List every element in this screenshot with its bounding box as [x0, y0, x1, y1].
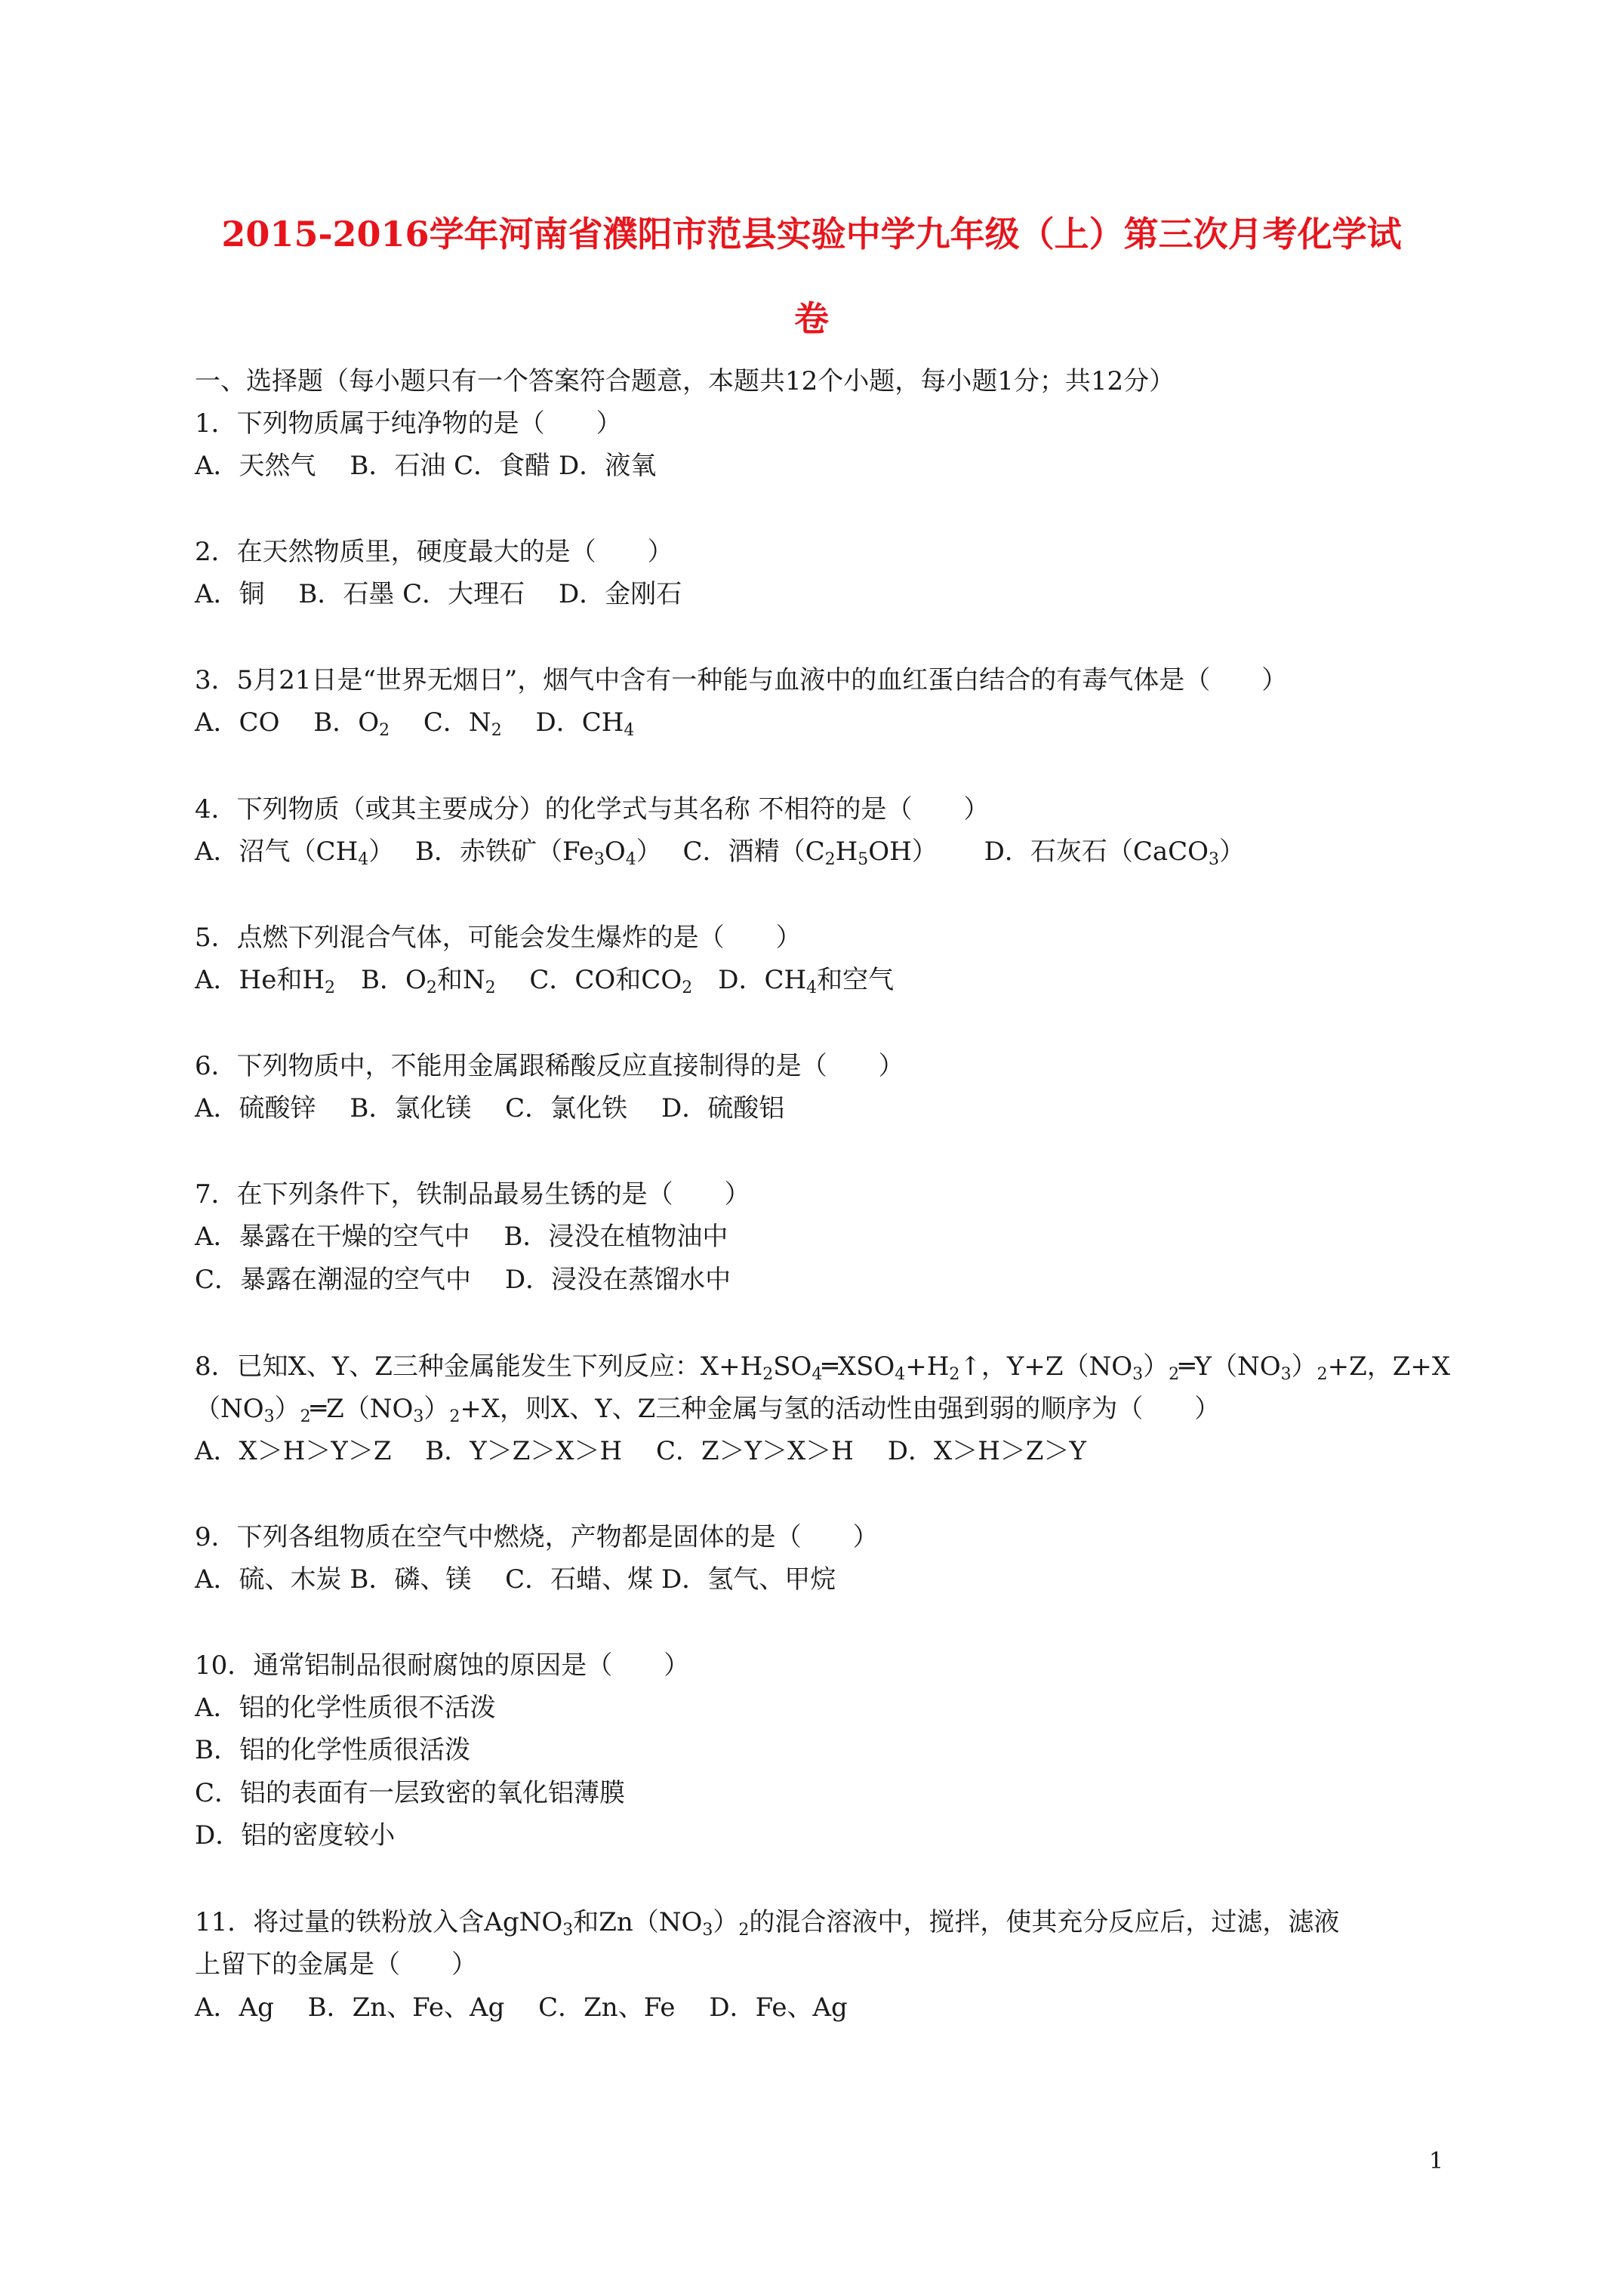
q2-options: A．铜 B．石墨 C．大理石 D．金刚石: [195, 579, 682, 609]
q11-stem-line-1: 11．将过量的铁粉放入含AgNO$_3$和$Zn(NO_3)_2$的混合溶液中，搅拌，使其充分反应后，过滤，滤液: [195, 1907, 1340, 1940]
q4-stem: 4．下列物质（或其主要成分）的化学式与其名称 不相符的是（ ）: [195, 794, 990, 824]
q10-stem: 10．通常铝制品很耐腐蚀的原因是（ ）: [195, 1650, 690, 1681]
q10-option-a: A．铝的化学性质很不活泼: [195, 1693, 496, 1723]
q10-option-c: C．铝的表面有一层致密的氧化铝薄膜: [195, 1778, 626, 1808]
q7-stem: 7．在下列条件下，铁制品最易生锈的是（ ）: [195, 1179, 750, 1210]
q5-options: A．He和$H_2$ B．$O_2$和$N_2$ C．CO和$CO_2$ D．$CH_4$和空气: [195, 965, 895, 997]
title-line-2: 卷: [794, 298, 829, 339]
q8-options: A．X＞H＞Y＞Z B．Y＞Z＞X＞H C．Z＞Y＞X＞H D．X＞H＞Z＞Y: [195, 1436, 1086, 1466]
page-number: 1: [1429, 2148, 1444, 2174]
q11-stem-line-2: 上留下的金属是（ ）: [195, 1949, 477, 1980]
q5-stem: 5．点燃下列混合气体，可能会发生爆炸的是（ ）: [195, 923, 802, 953]
q8-stem-line-1: 8．已知X、Y、Z三种金属能发生下列反应：$X+H_2SO_4═XSO_4+H_2↑$，$Y+Z(NO_3)_2═Y(NO_3)_2+Z$，Z+X: [195, 1351, 1451, 1384]
q2-stem: 2．在天然物质里，硬度最大的是（ ）: [195, 537, 673, 567]
title-line-1: 2015-2016学年河南省濮阳市范县实验中学九年级（上）第三次月考化学试: [221, 214, 1402, 254]
q9-options: A．硫、木炭 B．磷、镁 C．石蜡、煤 D．氢气、甲烷: [195, 1564, 836, 1595]
q3-stem: 3．5月21日是“世界无烟日”，烟气中含有一种能与血液中的血红蛋白结合的有毒气体是（ ）: [195, 665, 1288, 695]
q8-stem-line-2: $(NO_3)_2═Z(NO_3)_2+X$，则X、Y、Z三种金属与氢的活动性由强到弱的顺序为（ ）: [195, 1394, 1221, 1426]
q7-options-1: A．暴露在干燥的空气中 B．浸没在植物油中: [195, 1222, 728, 1252]
q7-options-2: C．暴露在潮湿的空气中 D．浸没在蒸馏水中: [195, 1265, 731, 1295]
q1-options: A．天然气 B．石油 C．食醋 D．液氧: [195, 451, 657, 481]
q10-option-b: B．铝的化学性质很活泼: [195, 1735, 470, 1765]
section-heading: 一、选择题（每小题只有一个答案符合题意，本题共12个小题，每小题1分；共12分）: [195, 366, 1175, 396]
q9-stem: 9．下列各组物质在空气中燃烧，产物都是固体的是（ ）: [195, 1522, 879, 1552]
q6-stem: 6．下列物质中，不能用金属跟稀酸反应直接制得的是（ ）: [195, 1051, 904, 1081]
q10-option-d: D．铝的密度较小: [195, 1820, 396, 1851]
q4-options: A．沼气$(CH_4)$ B．赤铁矿$(Fe_3O_4)$ C．酒精$(C_2H_5OH)$ D．石灰石（CaCO$_3$）: [195, 837, 1246, 869]
q3-options: A．CO B．$O_2$ C．$N_2$ D．$CH_4$: [195, 707, 635, 740]
q11-options: A．Ag B．Zn、Fe、Ag C．Zn、Fe D．Fe、Ag: [195, 1992, 848, 2023]
q1-stem: 1．下列物质属于纯净物的是（ ）: [195, 408, 622, 439]
q6-options: A．硫酸锌 B．氯化镁 C．氯化铁 D．硫酸铝: [195, 1093, 785, 1123]
